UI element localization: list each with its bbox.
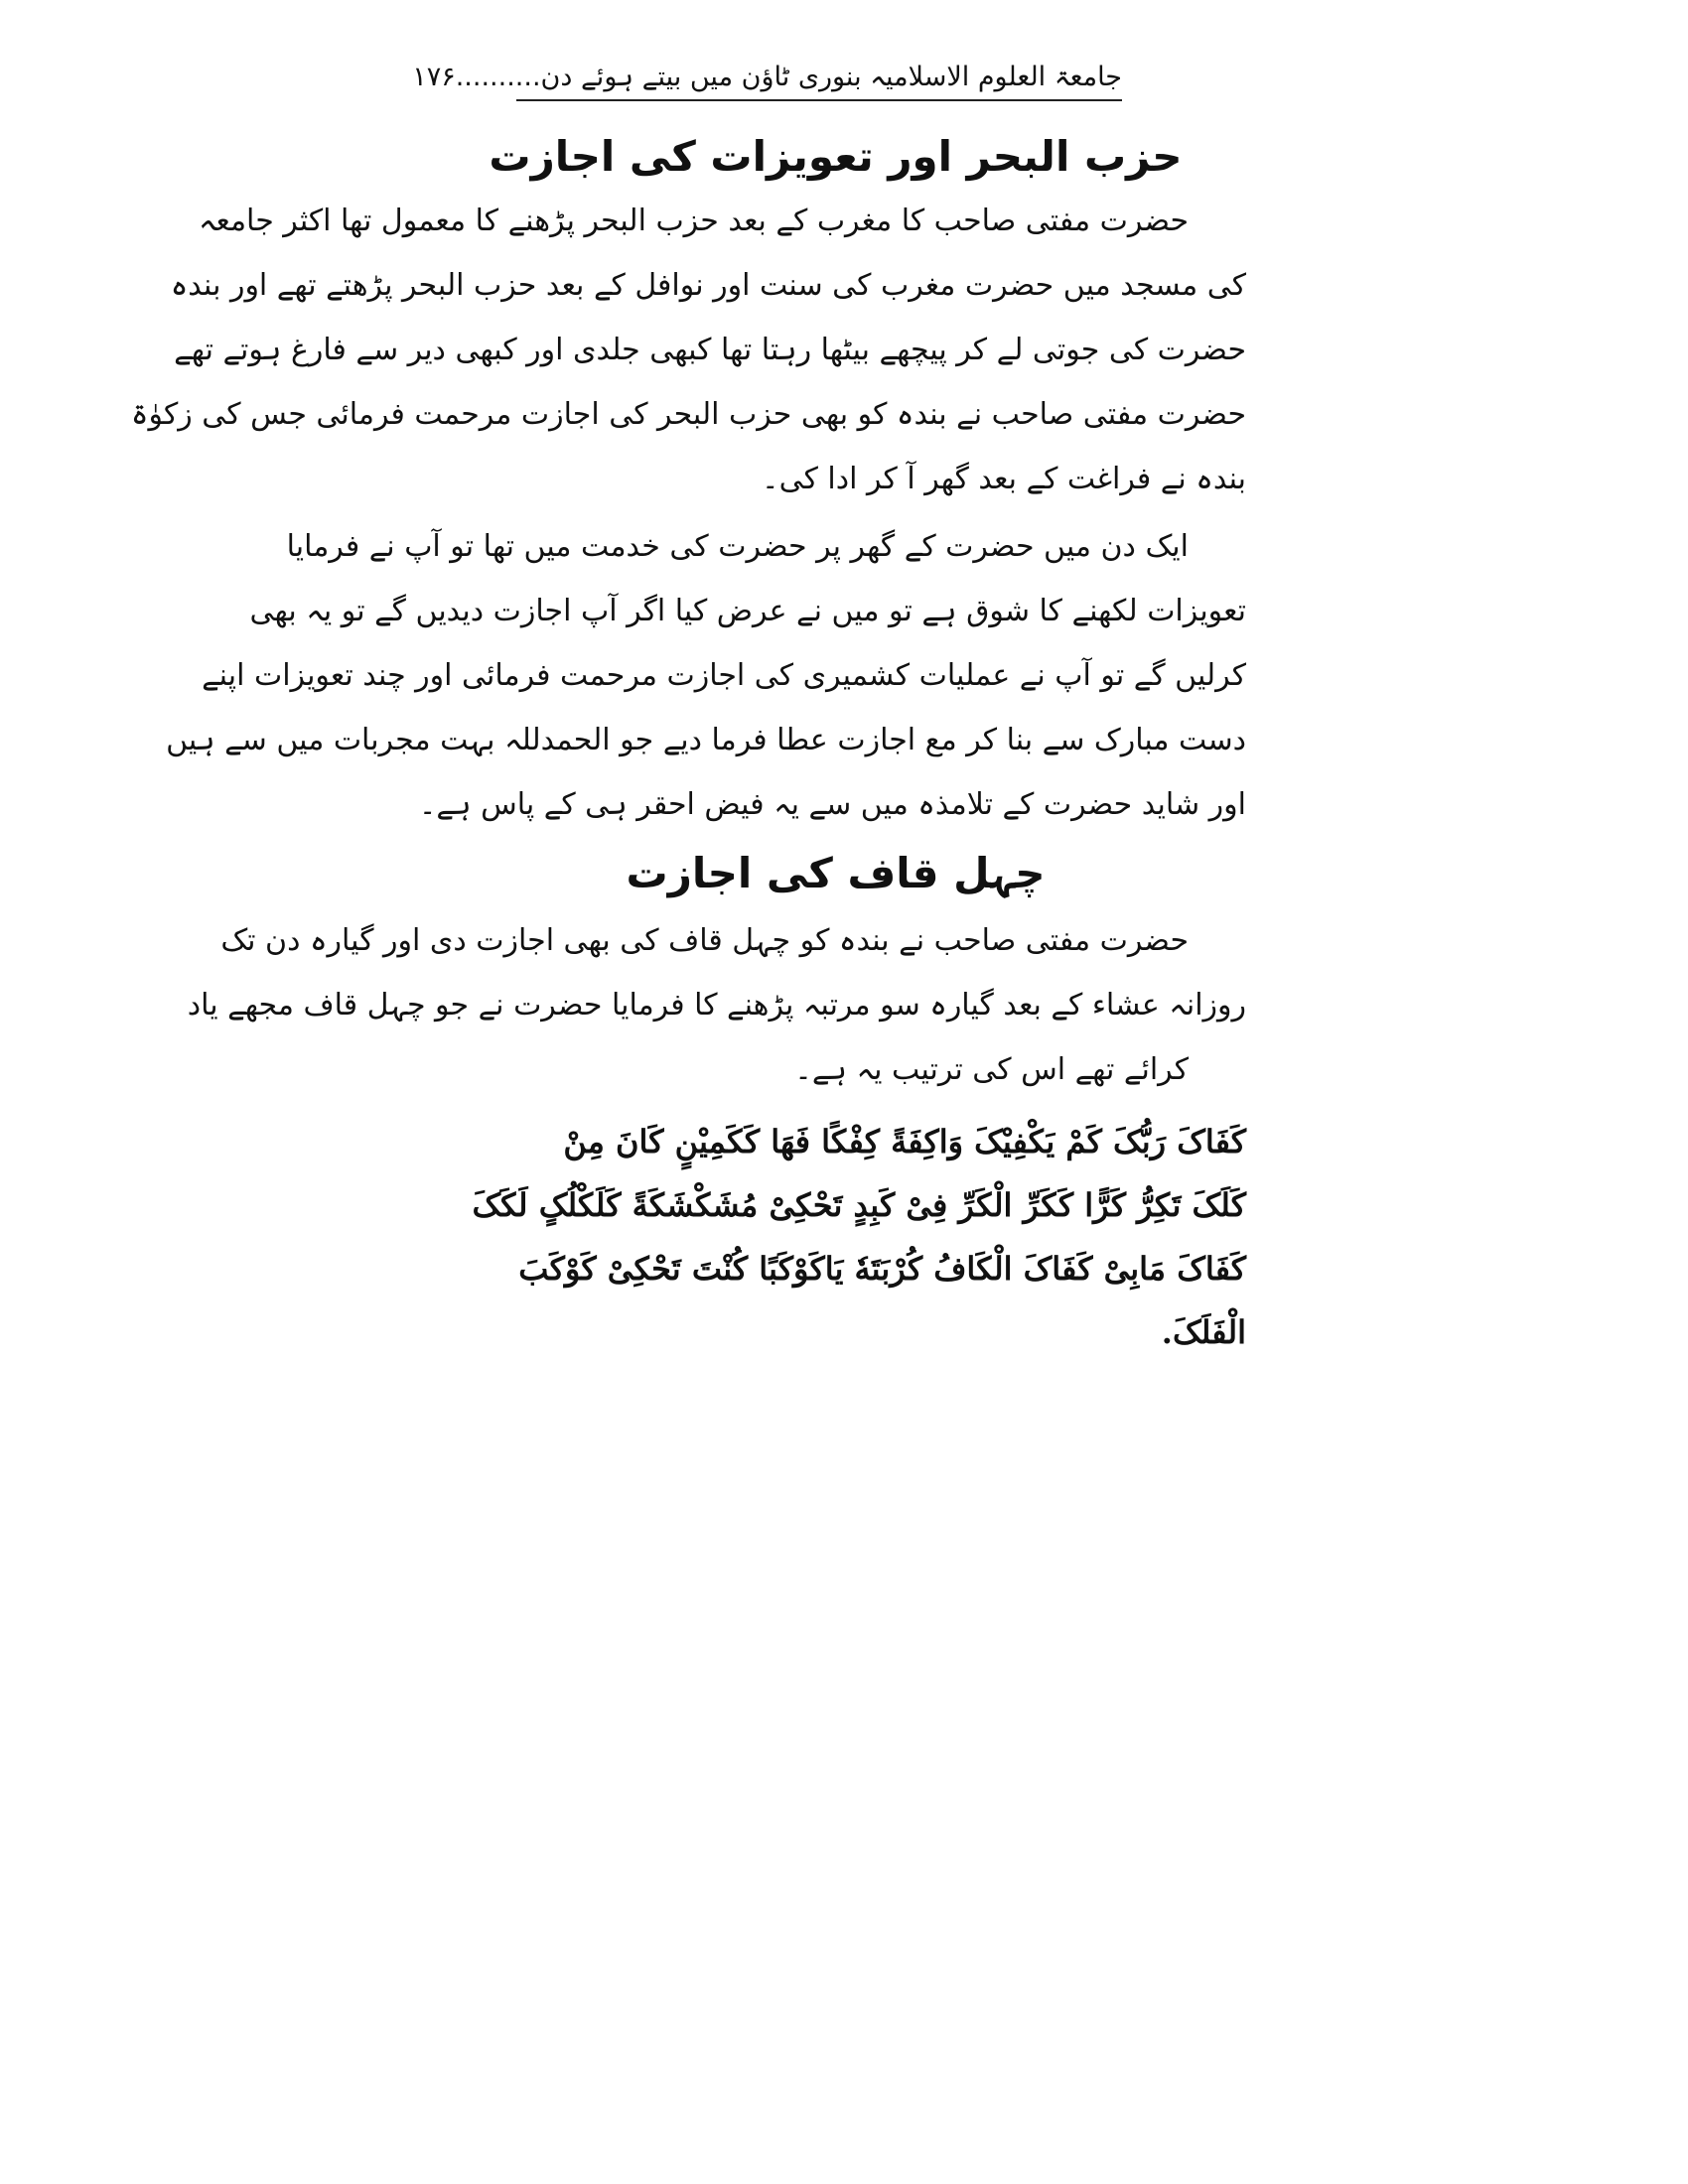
paragraph-line: بندہ نے فراغت کے بعد گھر آ کر ادا کی۔ bbox=[761, 462, 1246, 496]
arabic-line: کَلَکَ تَکِرُّ کَرًّا کَکَرِّ الْکَرِّ فِیْ کَبِدٍ تَحْکِیْ مُشَکْشَکَةً کَلَکْلُکٍ لَکَکَ bbox=[472, 1186, 1246, 1224]
arabic-verse-block bbox=[425, 1110, 1246, 1364]
arabic-line: الْفَلَکَ. bbox=[1161, 1313, 1246, 1351]
paragraph-line: حضرت مفتی صاحب نے بندہ کو چہل قاف کی بھی اجازت دی اور گیارہ دن تک bbox=[220, 923, 1189, 958]
section-heading: چہل قاف کی اجازت bbox=[626, 849, 1046, 897]
section-hizb-al-bahr bbox=[425, 127, 1246, 187]
paragraph-line: حضرت مفتی صاحب کا مغرب کے بعد حزب البحر پڑھنے کا معمول تھا اکثر جامعہ bbox=[198, 204, 1189, 238]
paragraph-chehel-qaf bbox=[187, 908, 1246, 1102]
paragraph-hizb-al-bahr bbox=[130, 189, 1246, 511]
paragraph-line: کی مسجد میں حضرت مغرب کی سنت اور نوافل کے بعد حزب البحر پڑھتے تھے اور بندہ bbox=[170, 268, 1246, 303]
section-heading: حزب البحر اور تعویزات کی اجازت bbox=[489, 132, 1183, 181]
running-header: جامعۃ العلوم الاسلامیہ بنوری ٹاؤن میں بیتے ہوئے دن..........۱۷۶ bbox=[516, 58, 1122, 101]
paragraph-line: ایک دن میں حضرت کے گھر پر حضرت کی خدمت میں تھا تو آپ نے فرمایا bbox=[286, 529, 1189, 564]
paragraph-line: کرائے تھے اس کی ترتیب یہ ہے۔ bbox=[794, 1052, 1189, 1087]
paragraph bbox=[187, 908, 1246, 1102]
paragraph-taweezat bbox=[166, 514, 1246, 837]
paragraph-line: دست مبارک سے بنا کر مع اجازت عطا فرما دیے جو الحمدللہ بہت مجربات میں سے ہیں bbox=[166, 723, 1246, 757]
paragraph bbox=[166, 514, 1246, 837]
paragraph-line: حضرت کی جوتی لے کر پیچھے بیٹھا رہتا تھا کبھی جلدی اور کبھی دیر سے فارغ ہوتے تھے bbox=[174, 333, 1246, 367]
paragraph-line: کرلیں گے تو آپ نے عملیات کشمیری کی اجازت مرحمت فرمائی اور چند تعویزات اپنے bbox=[202, 658, 1246, 693]
arabic-line: کَفَاکَ مَابِیْ کَفَاکَ الْکَافُ کُرْبَتَهٗ یَاکَوْکَبًا کُنْتَ تَحْکِیْ کَوْکَبَ bbox=[518, 1250, 1246, 1288]
paragraph-line: تعویزات لکھنے کا شوق ہے تو میں نے عرض کیا اگر آپ اجازت دیدیں گے تو یہ بھی bbox=[249, 594, 1246, 628]
paragraph-line: اور شاید حضرت کے تلامذہ میں سے یہ فیض احقر ہی کے پاس ہے۔ bbox=[418, 787, 1246, 822]
arabic-verse bbox=[425, 1110, 1246, 1364]
section-chehel-qaf bbox=[425, 844, 1246, 903]
paragraph-line: روزانہ عشاء کے بعد گیارہ سو مرتبہ پڑھنے کا فرمایا حضرت نے جو چہل قاف مجھے یاد bbox=[187, 988, 1246, 1023]
paragraph-line: حضرت مفتی صاحب نے بندہ کو بھی حزب البحر کی اجازت مرحمت فرمائی جس کی زکوٰۃ bbox=[130, 397, 1246, 432]
arabic-line: کَفَاکَ رَبُّکَ کَمْ یَکْفِیْکَ وَاکِفَةً کِفْکًا فَهَا کَکَمِیْنٍ کَانَ مِنْ bbox=[563, 1123, 1246, 1160]
paragraph bbox=[130, 189, 1246, 511]
